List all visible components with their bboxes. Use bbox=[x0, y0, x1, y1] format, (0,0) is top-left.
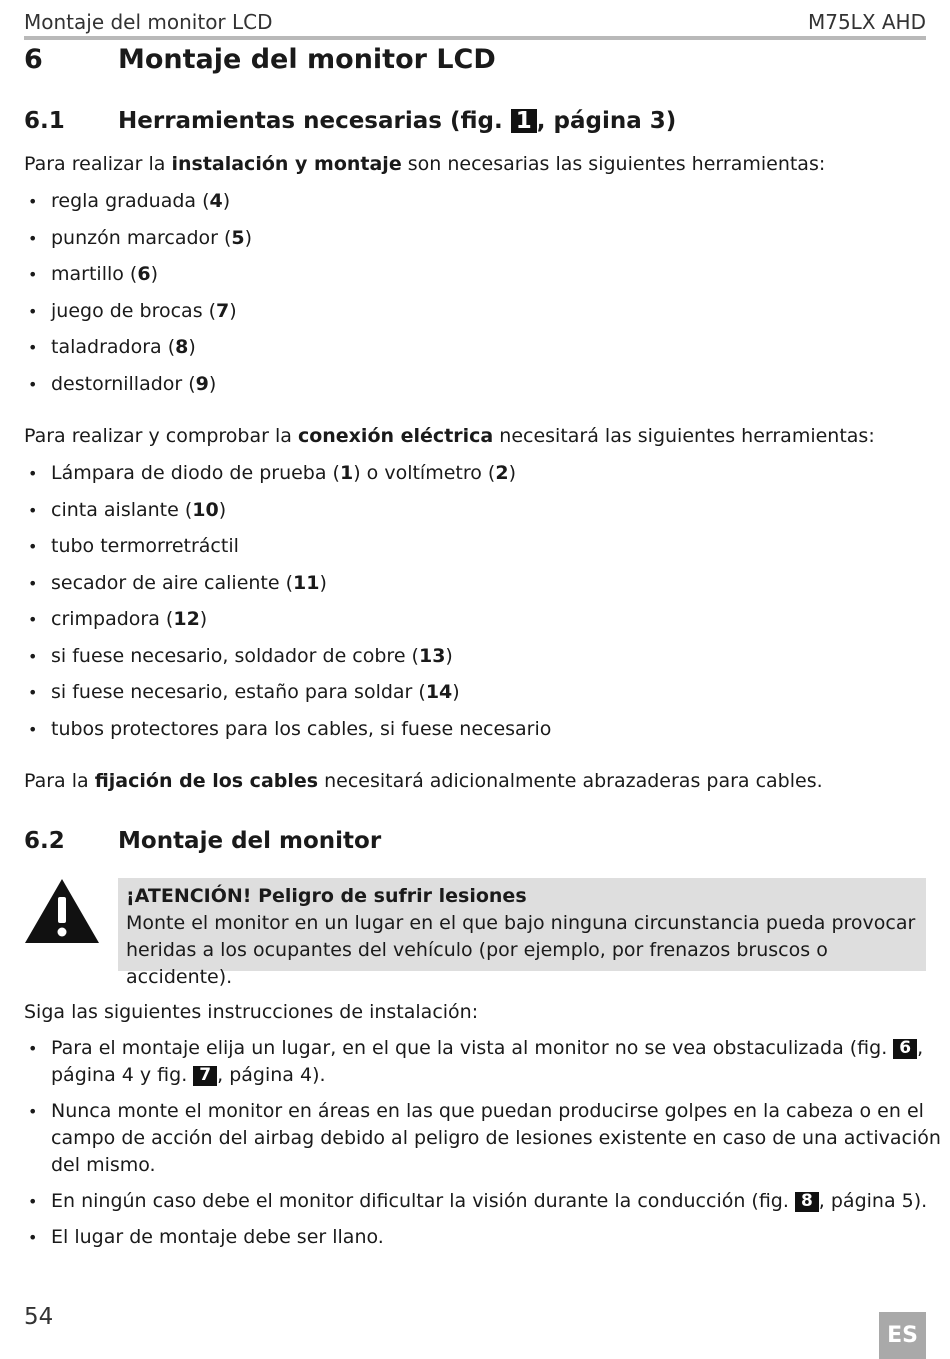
paragraph-tools-intro: Para realizar la instalación y montaje son necesarias las siguientes herramientas: bbox=[24, 153, 826, 175]
page-number: 54 bbox=[24, 1304, 54, 1330]
list-item: • secador de aire caliente (11) bbox=[24, 570, 551, 607]
bullet: • bbox=[28, 683, 38, 702]
list-item: • cinta aislante (10) bbox=[24, 497, 551, 534]
bullet: • bbox=[28, 265, 38, 284]
electrical-tools-list bbox=[24, 460, 551, 752]
bullet: • bbox=[28, 228, 38, 248]
warning-text-line: Monte el monitor en un lugar en el que bajo ninguna circunstancia pueda provocar bbox=[126, 912, 916, 934]
warning-text-line: heridas a los ocupantes del vehículo (por ejemplo, por frenazos bruscos o accidente). bbox=[126, 939, 828, 988]
tools-list bbox=[24, 188, 252, 407]
list-item: • En ningún caso debe el monitor dificultar la visión durante la conducción (fig. 8 , página 5). bbox=[24, 1188, 950, 1215]
figure-ref-badge: 6 bbox=[893, 1039, 917, 1059]
bullet: • bbox=[28, 192, 38, 211]
bullet: • bbox=[28, 1102, 38, 1121]
section-heading-6-1 bbox=[24, 108, 676, 134]
bullet: • bbox=[28, 374, 38, 394]
list-item: • regla graduada (4) bbox=[24, 188, 252, 225]
section-number: 6.2 bbox=[24, 828, 65, 854]
figure-ref-badge: 8 bbox=[795, 1192, 819, 1212]
figure-ref-badge: 7 bbox=[193, 1066, 217, 1086]
list-item: • si fuese necesario, soldador de cobre (13) bbox=[24, 643, 551, 680]
list-item: • crimpadora (12) bbox=[24, 606, 551, 643]
list-item: • taladradora (8) bbox=[24, 334, 252, 371]
figure-ref-badge: 1 bbox=[511, 109, 537, 133]
bullet: • bbox=[28, 610, 38, 629]
bullet: • bbox=[28, 464, 38, 483]
instructions-list bbox=[24, 1035, 950, 1260]
list-item: • martillo (6) bbox=[24, 261, 252, 298]
warning-title: ¡ATENCIÓN! Peligro de sufrir lesiones bbox=[126, 885, 527, 907]
language-tab: ES bbox=[879, 1312, 926, 1359]
bullet: • bbox=[28, 1192, 38, 1211]
paragraph-cable-fixing: Para la fijación de los cables necesitará adicionalmente abrazaderas para cables. bbox=[24, 770, 823, 792]
chapter-heading bbox=[24, 44, 496, 75]
running-header bbox=[24, 8, 926, 40]
list-item: • Para el montaje elija un lugar, en el que la vista al monitor no se vea obstaculizada (fig. 6 , página 4 y fig. 7 , página 4). bbox=[28, 1037, 924, 1086]
warning-triangle-icon bbox=[24, 877, 100, 945]
section-title-end: , página 3) bbox=[536, 108, 677, 134]
section-title: Herramientas necesarias (fig. bbox=[118, 108, 503, 134]
list-item: • Nunca monte el monitor en áreas en las que puedan producirse golpes en la cabeza o en el campo de acción del airbag debido al peligro de lesiones existente en caso de una activación del mismo. bbox=[28, 1100, 941, 1176]
list-item: • destornillador (9) bbox=[24, 371, 252, 408]
list-item: • Lámpara de diodo de prueba (1) o voltímetro (2) bbox=[24, 460, 551, 497]
list-item: • tubos protectores para los cables, si fuese necesario bbox=[24, 716, 551, 753]
chapter-number: 6 bbox=[24, 44, 43, 75]
chapter-title: Montaje del monitor LCD bbox=[118, 44, 496, 75]
warning-box bbox=[118, 878, 926, 988]
section-heading-6-2 bbox=[24, 828, 381, 854]
bullet: • bbox=[28, 1228, 38, 1247]
paragraph-electrical-intro: Para realizar y comprobar la conexión eléctrica necesitará las siguientes herramientas: bbox=[24, 425, 875, 447]
bullet: • bbox=[28, 1039, 38, 1058]
paragraph-instructions-intro: Siga las siguientes instrucciones de instalación: bbox=[24, 1001, 479, 1023]
bullet: • bbox=[28, 573, 38, 593]
bullet: • bbox=[28, 338, 38, 357]
bullet: • bbox=[28, 719, 38, 739]
list-item: • El lugar de montaje debe ser llano. bbox=[24, 1224, 950, 1251]
list-item: • tubo termorretráctil bbox=[24, 533, 551, 570]
header-model: M75LX AHD bbox=[807, 10, 926, 34]
bullet: • bbox=[28, 301, 38, 321]
list-item: • si fuese necesario, estaño para soldar (14) bbox=[24, 679, 551, 716]
section-title: Montaje del monitor bbox=[118, 828, 382, 854]
bullet: • bbox=[28, 646, 38, 666]
bullet: • bbox=[28, 500, 38, 520]
list-item: • punzón marcador (5) bbox=[24, 225, 252, 262]
list-item: • juego de brocas (7) bbox=[24, 298, 252, 335]
header-chapter: Montaje del monitor LCD bbox=[24, 10, 273, 34]
section-number: 6.1 bbox=[24, 108, 65, 134]
bullet: • bbox=[28, 537, 38, 556]
